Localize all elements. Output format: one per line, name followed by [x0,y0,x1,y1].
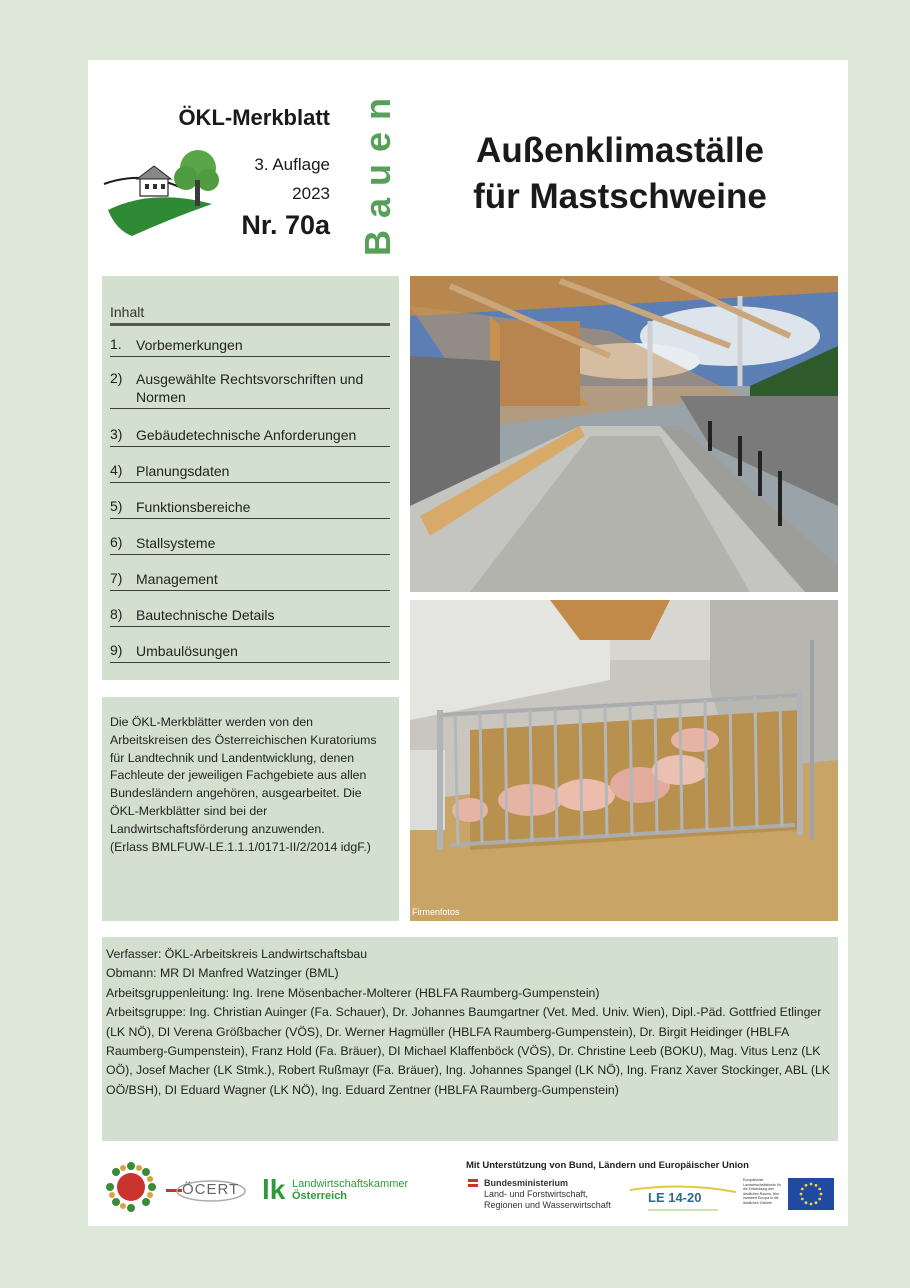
title-line-2: für Mastschweine [473,177,767,216]
eu-flag-icon [788,1178,834,1210]
support-note: Mit Unterstützung von Bund, Ländern und Europäischer Union [466,1160,749,1171]
toc-item-label: Ausgewählte Rechtsvorschriften und Normen [136,371,364,405]
toc-item[interactable] [110,357,390,409]
document-title [420,128,820,220]
toc-item[interactable] [110,483,390,519]
authors-box [102,937,838,1141]
okl-logo-icon [102,148,224,238]
toc-item-number: 3) [110,426,123,442]
info-decree: (Erlass BMLFUW-LE.1.1.1/0171-II/2/2014 idgF.) [110,839,371,854]
info-paragraph [110,714,390,856]
toc-list [110,328,390,663]
toc-item-number: 7) [110,570,123,586]
svg-text:Bauen: Bauen [357,85,398,256]
bml-line-3: Regionen und Wasserwirtschaft [484,1200,611,1210]
toc-item-label: Vorbemerkungen [136,337,243,353]
toc-item[interactable] [110,555,390,591]
author-verfasser: Verfasser: ÖKL-Arbeitskreis Landwirtschaftsbau [106,947,368,961]
toc-item-label: Umbaulösungen [136,643,238,659]
toc-item-number: 9) [110,642,123,658]
leaflet-title: ÖKL-Merkblatt [178,105,330,130]
title-line-1: Außenklimaställe [476,131,764,170]
ocert-label: ÖCERT [182,1181,240,1198]
toc-item-number: 1. [110,336,122,352]
edition-label: 3. Auflage [254,155,330,174]
lk-line-2: Österreich [292,1190,348,1202]
wreath-logo-icon [104,1160,158,1214]
toc-item-number: 5) [110,498,123,514]
toc-item[interactable] [110,591,390,627]
leaflet-number: Nr. 70a [241,210,330,240]
toc-item-label: Gebäudetechnische Anforderungen [136,427,357,443]
toc-item-number: 6) [110,534,123,550]
author-leitung: Arbeitsgruppenleitung: Ing. Irene Mösenbacher-Molterer (HBLFA Raumberg-Gumpenstein) [106,985,600,1000]
barn-construction-photo [410,276,838,592]
pig-pen-photo [410,600,838,921]
toc-divider [110,323,390,326]
toc-item-label: Planungsdaten [136,463,230,479]
bml-line-2: Land- und Forstwirtschaft, [484,1189,589,1199]
toc-item[interactable] [110,627,390,663]
toc-item-number: 4) [110,462,123,478]
austria-flag-icon [468,1179,478,1187]
toc-item-number: 8) [110,606,123,622]
authors-text [106,945,834,1100]
edition-year: 2023 [292,184,330,203]
info-box [102,697,399,921]
lk-line-1: Landwirtschaftskammer [292,1178,409,1190]
table-of-contents [102,276,399,680]
vertical-category-label [354,68,400,258]
toc-item[interactable] [110,447,390,483]
eafrd-note: Europäischer Landwirtschaftsfonds für die Entwicklung des ländlichen Raums: Hier investiert Europa in die ländlichen Gebiete [743,1178,781,1205]
author-gruppe: Arbeitsgruppe: Ing. Christian Auinger (Fa. Schauer), Dr. Johannes Baumgartner (Vet. Med. Univ. Wien), Dipl.-Päd. Gottfried Etlinger (LK NÖ), DI Verena Größbacher (VÖS), Dr. Werner Hagmüller (HBLFA Raumberg-Gumpenstein), Dr. Birgit Heidinger (HBLFA Raumberg-Gumpenstein), Franz Hold (Fa. Bräuer), DI Michael Klaffenböck (VÖS), Dr. Christine Leeb (BOKU), Mag. Vitus Lenz (LK OÖ), Josef Macher (LK Stmk.), Robert Rußmayr (Fa. Bräuer), Ing. Johannes Spangel (LK NÖ), Ing. Franz Xaver Stockinger, ABL (LK OÖ/BSH), DI Eduard Wagner (LK NÖ), Ing. Eduard Zentner (HBLFA Raumberg-Gumpenstein) [106,1005,830,1097]
toc-item[interactable] [110,519,390,555]
photo-credit: Firmenfotos [412,907,460,917]
toc-heading: Inhalt [110,304,145,320]
toc-item-number: 2) [110,370,123,386]
toc-item-label: Funktionsbereiche [136,499,251,515]
lk-logo-icon: lk [262,1174,286,1205]
author-obmann: Obmann: MR DI Manfred Watzinger (BML) [106,966,339,981]
bml-name [484,1178,611,1211]
toc-item-label: Bautechnische Details [136,607,275,623]
toc-item[interactable] [110,328,390,357]
toc-item-label: Stallsysteme [136,535,216,551]
toc-item-label: Management [136,571,218,587]
bml-line-1: Bundesministerium [484,1178,569,1188]
le-label: LE 14-20 [648,1190,702,1205]
lk-name [292,1178,408,1202]
toc-item[interactable] [110,409,390,447]
info-text: Die ÖKL-Merkblätter werden von den Arbeitskreisen des Österreichischen Kuratoriums für Landtechnik und Landentwicklung, denen Fachleute der jeweiligen Fachgebiete aus allen Bundesländern angehören, ausgearbeitet. Die ÖKL-Merkblätter sind bei der Landwirtschaftsförderung anzuwenden. [110,715,377,836]
edition-info [230,150,330,208]
